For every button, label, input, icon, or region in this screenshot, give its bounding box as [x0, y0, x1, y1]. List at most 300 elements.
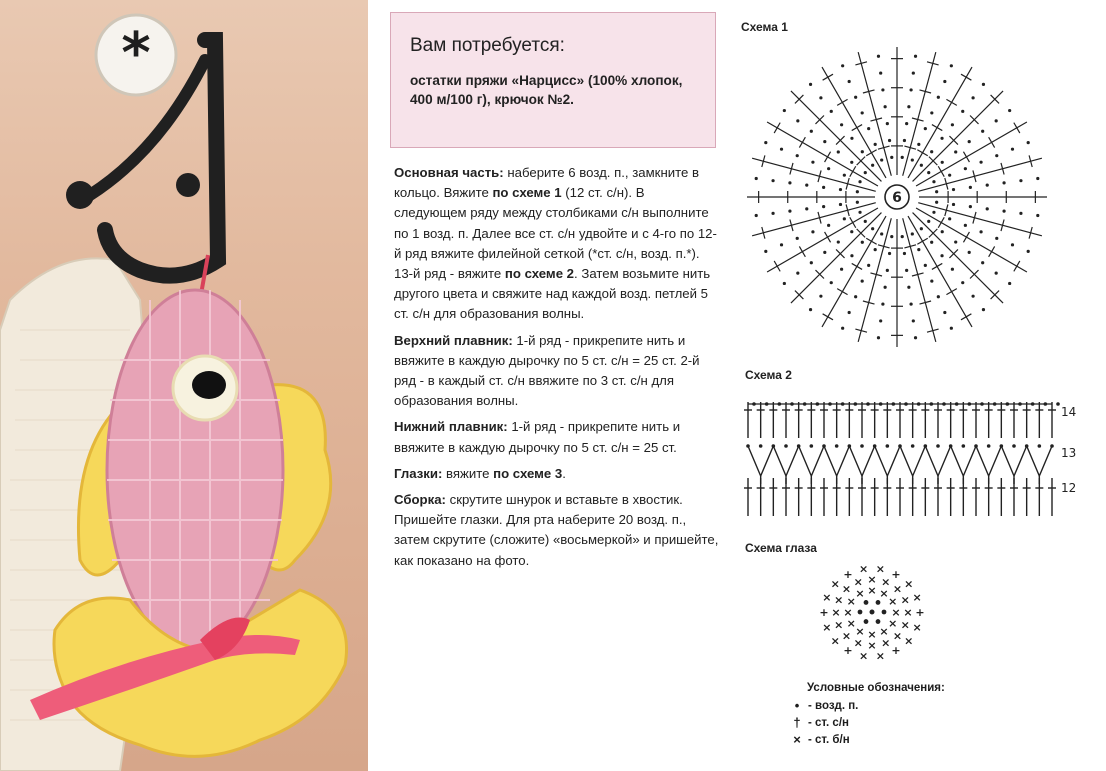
- chain-dot: [909, 302, 912, 305]
- single-crochet-mark: ×: [892, 582, 903, 596]
- stitch-crossbar: [850, 217, 856, 227]
- single-crochet-mark: ×: [867, 628, 877, 642]
- stitch-crossbar: [799, 137, 805, 147]
- chain-dot: [856, 190, 859, 193]
- stitch-stem: [791, 213, 882, 304]
- chain-dot: [822, 205, 825, 208]
- chain-dot: [1019, 179, 1022, 182]
- stitch-crossbar: [1014, 261, 1020, 271]
- chain-dot: [890, 235, 893, 238]
- chain-dot: [840, 268, 843, 271]
- chain-dot: [948, 217, 951, 220]
- chain-dot: [952, 188, 955, 191]
- legend-label: - ст. с/н: [808, 716, 849, 729]
- chain-dot: [864, 171, 867, 174]
- chain-dot: [951, 123, 954, 126]
- chain-dot: [912, 71, 915, 74]
- chain-dot: [981, 130, 984, 133]
- chain-dot: [1002, 181, 1005, 184]
- stitch-stem: [767, 208, 878, 272]
- scheme2-diagram: [744, 402, 1060, 516]
- chain-dot: [912, 319, 915, 322]
- chain-dot: [995, 237, 998, 240]
- chain-dot: [955, 402, 959, 406]
- chain-dot: [954, 150, 957, 153]
- chain-dot: [1031, 402, 1035, 406]
- single-crochet-mark: ×: [900, 618, 910, 632]
- chain-dot: [864, 619, 869, 624]
- single-crochet-mark: +: [819, 606, 829, 619]
- chain-dot: [848, 444, 852, 448]
- v-stitch: [875, 446, 900, 476]
- single-crochet-mark: ×: [822, 590, 832, 604]
- chain-dot: [962, 444, 966, 448]
- stitch-crossbar: [946, 99, 956, 105]
- single-crochet-mark: ×: [867, 572, 877, 586]
- chain-dot: [755, 214, 758, 217]
- single-crochet-mark: ×: [912, 590, 922, 604]
- single-crochet-mark: ×: [867, 639, 877, 653]
- stitch-stem: [913, 91, 1004, 182]
- chain-dot: [861, 111, 864, 114]
- single-crochet-mark: ×: [855, 586, 865, 600]
- chain-dot: [879, 402, 883, 406]
- chain-dot: [1056, 402, 1060, 406]
- chain-dot: [764, 141, 767, 144]
- v-stitch: [1001, 446, 1026, 476]
- stitch-crossbar: [837, 99, 847, 105]
- v-stitch: [824, 446, 849, 476]
- chain-dot: [1036, 214, 1039, 217]
- stitch-crossbar: [850, 166, 856, 176]
- chain-dot: [986, 184, 989, 187]
- chain-dot: [1018, 402, 1022, 406]
- chain-dot: [810, 130, 813, 133]
- chain-dot: [858, 610, 863, 615]
- chain-dot: [980, 402, 984, 406]
- v-stitch: [748, 446, 773, 476]
- chain-dot: [841, 402, 845, 406]
- chain-dot: [822, 444, 826, 448]
- chain-dot: [1044, 402, 1048, 406]
- chain-dot: [1012, 444, 1016, 448]
- single-crochet-mark: ×: [830, 577, 840, 591]
- single-crochet-mark: ×: [912, 621, 922, 635]
- chain-dot: [932, 211, 935, 214]
- stitch-crossbar: [825, 232, 831, 242]
- chain-dot: [886, 444, 890, 448]
- stitch-crossbar: [774, 123, 780, 133]
- chain-dot: [850, 161, 853, 164]
- chain-dot: [873, 444, 877, 448]
- chain-dot: [943, 80, 946, 83]
- chain-dot: [828, 402, 832, 406]
- eye-diagram: [819, 563, 924, 663]
- chain-dot: [948, 174, 951, 177]
- scheme2-title: Схема 2: [745, 368, 792, 382]
- chain-dot: [943, 311, 946, 314]
- chain-dot: [942, 402, 946, 406]
- single-crochet-mark: ×: [904, 577, 914, 591]
- chain-dot: [968, 140, 971, 143]
- stitch-stem: [822, 67, 886, 178]
- scheme-reference: по схеме 1: [492, 185, 562, 201]
- stitch-crossbar: [852, 125, 862, 131]
- single-crochet-mark: ×: [903, 606, 913, 619]
- chain-dot: [830, 110, 833, 113]
- chain-dot: [880, 158, 883, 161]
- stitch-crossbar: [1014, 123, 1020, 133]
- stitch-crossbar: [917, 150, 927, 156]
- chain-dot: [860, 444, 864, 448]
- chain-dot: [982, 308, 985, 311]
- chain-dot: [884, 286, 887, 289]
- stitch-crossbar: [866, 150, 876, 156]
- chain-dot: [964, 224, 967, 227]
- instruction-label: Верхний плавник:: [394, 332, 513, 348]
- scheme-reference: по схеме 3: [493, 465, 563, 481]
- chain-dot: [810, 444, 814, 448]
- chain-dot: [874, 248, 877, 251]
- legend-label: - ст. б/н: [808, 733, 850, 746]
- single-crochet-mark: ×: [830, 634, 840, 648]
- single-crochet-mark: ×: [841, 582, 852, 596]
- single-crochet-mark: ×: [881, 575, 891, 589]
- chain-dot: [861, 150, 864, 153]
- chain-dot: [995, 271, 998, 274]
- chain-dot: [877, 336, 880, 339]
- chain-dot: [881, 302, 884, 305]
- single-crochet-icon: ×: [793, 732, 801, 747]
- chain-dot: [823, 140, 826, 143]
- chain-dot: [784, 444, 788, 448]
- stitch-crossbar: [938, 166, 944, 176]
- single-crochet-mark: ×: [831, 606, 841, 619]
- chain-dot: [930, 150, 933, 153]
- chain-dot: [905, 269, 908, 272]
- chain-dot: [927, 220, 930, 223]
- chain-dot: [1050, 444, 1054, 448]
- chain-dot: [952, 203, 955, 206]
- chain-dot: [995, 119, 998, 122]
- chain-dot: [911, 232, 914, 235]
- single-crochet-mark: ×: [822, 621, 832, 635]
- chain-dot: [982, 83, 985, 86]
- v-stitch: [925, 446, 950, 476]
- stitch-crossbar: [938, 217, 944, 227]
- single-crochet-mark: +: [843, 644, 853, 658]
- single-crochet-mark: ×: [855, 625, 865, 639]
- chain-dot: [778, 402, 782, 406]
- chain-dot: [876, 600, 881, 605]
- stitch-crossbar: [932, 263, 942, 269]
- chain-dot: [971, 295, 974, 298]
- chain-dot: [888, 252, 891, 255]
- chain-dot: [879, 71, 882, 74]
- chain-dot: [884, 105, 887, 108]
- stitch-crossbar: [799, 246, 805, 256]
- scheme1-title: Схема 1: [741, 20, 788, 34]
- chain-dot: [871, 164, 874, 167]
- chain-dot: [951, 268, 954, 271]
- single-crochet-mark: ×: [888, 617, 898, 631]
- chain-dot: [979, 230, 982, 233]
- chain-dot: [835, 444, 839, 448]
- chain-dot: [848, 311, 851, 314]
- chain-dot: [924, 264, 927, 267]
- stitch-crossbar: [961, 74, 971, 80]
- instruction-label: Сборка:: [394, 492, 446, 508]
- stitch-stem: [908, 216, 972, 327]
- single-crochet-mark: ×: [881, 636, 891, 650]
- chain-dot: [930, 111, 933, 114]
- chain-dot: [837, 150, 840, 153]
- single-crochet-mark: ×: [875, 562, 885, 576]
- chain-dot: [979, 161, 982, 164]
- materials-text: остатки пряжи «Нарцисс» (100% хлопок, 400 м/100 г), крючок №2.: [410, 73, 683, 107]
- chain-dot: [969, 186, 972, 189]
- chain-dot: [790, 402, 794, 406]
- chain-dot: [898, 444, 902, 448]
- chain-dot: [780, 148, 783, 151]
- chain-dot: [1002, 209, 1005, 212]
- chain-dot: [995, 154, 998, 157]
- chain-dot: [920, 164, 923, 167]
- single-crochet-mark: ×: [867, 583, 877, 597]
- chain-dot: [771, 179, 774, 182]
- chain-dot: [1000, 444, 1004, 448]
- chain-dot: [809, 83, 812, 86]
- single-crochet-mark: +: [891, 644, 901, 658]
- chain-dot: [843, 174, 846, 177]
- chain-dot: [981, 261, 984, 264]
- single-crochet-mark: +: [891, 567, 901, 581]
- chain-dot: [816, 402, 820, 406]
- v-stitch: [773, 446, 798, 476]
- scheme-reference: по схеме 2: [504, 266, 575, 282]
- single-crochet-mark: ×: [875, 649, 885, 663]
- stitch-crossbar: [989, 137, 995, 147]
- chain-dot: [809, 308, 812, 311]
- single-crochet-mark: ×: [879, 586, 889, 600]
- chain-dot: [974, 444, 978, 448]
- chain-dot: [886, 269, 889, 272]
- chain-dot: [783, 282, 786, 285]
- chain-dot: [903, 139, 906, 142]
- chain-dot: [949, 444, 953, 448]
- chain-dot: [987, 444, 991, 448]
- chain-dot: [971, 96, 974, 99]
- v-stitch: [900, 446, 925, 476]
- chain-dot: [968, 402, 972, 406]
- chain-dot: [950, 64, 953, 67]
- stitch-stem: [916, 122, 1027, 186]
- instruction-text: скрутите шнурок и вставьте в хвостик. Пришейте глазки. Для рта наберите 20 возд. п., затем скрутите (сложите) «восьмеркой» и пришейте, как показано на фото.: [394, 492, 719, 568]
- chain-dot: [927, 171, 930, 174]
- stitch-crossbar: [917, 238, 927, 244]
- chain-dot: [850, 230, 853, 233]
- chain-dot: [920, 227, 923, 230]
- row-label-13: 13: [1061, 446, 1077, 460]
- single-crochet-mark: ×: [859, 649, 869, 663]
- chain-dot: [1027, 141, 1030, 144]
- stitch-crossbar: [823, 74, 833, 80]
- scheme1-center-label: 6: [892, 190, 902, 206]
- chain-dot: [796, 237, 799, 240]
- chain-dot: [854, 295, 857, 298]
- chain-dot: [772, 444, 776, 448]
- single-crochet-mark: ×: [834, 593, 844, 607]
- chain-dot: [867, 127, 870, 130]
- chain-dot: [819, 295, 822, 298]
- chain-dot: [866, 402, 870, 406]
- single-crochet-mark: ×: [841, 629, 852, 643]
- chain-dot: [941, 161, 944, 164]
- chain-dot: [911, 444, 915, 448]
- stitch-crossbar: [774, 261, 780, 271]
- chain-dot: [805, 184, 808, 187]
- single-crochet-mark: ×: [888, 594, 898, 608]
- chain-dot: [986, 207, 989, 210]
- chain-dot: [764, 250, 767, 253]
- stitch-stem: [913, 213, 1004, 304]
- chain-dot: [930, 279, 933, 282]
- stitch-crossbar: [932, 125, 942, 131]
- chain-dot: [1011, 243, 1014, 246]
- chain-dot: [961, 110, 964, 113]
- chain-dot: [810, 261, 813, 264]
- chain-dot: [827, 167, 830, 170]
- chain-dot: [924, 444, 928, 448]
- stitch-crossbar: [837, 289, 847, 295]
- single-crochet-mark: ×: [900, 593, 910, 607]
- chain-dot: [796, 271, 799, 274]
- single-crochet-mark: +: [843, 567, 853, 581]
- chain-dot: [867, 264, 870, 267]
- instruction-text: наберите 6 возд. п., замкните в кольцо. Вяжите: [394, 165, 699, 201]
- instruction-text: 1-й ряд - прикрепите нить и ввяжите в каждую дырочку по 5 ст. с/н = 25 ст. 2-й ряд - в каждый ст. с/н ввяжите по 3 ст. с/н для образования волны.: [394, 332, 700, 409]
- eye-scheme-title: Схема глаза: [745, 541, 817, 555]
- chain-dot: [843, 217, 846, 220]
- chain-dot: [759, 444, 763, 448]
- instruction-text: . Затем возьмите нить другого цвета и свяжите над каждой возд. петлей 5 ст. с/н для образования волны.: [394, 266, 711, 322]
- chain-dot: [909, 88, 912, 91]
- chain-dot: [877, 55, 880, 58]
- chain-dot: [917, 248, 920, 251]
- chain-dot: [850, 254, 853, 257]
- stitch-crossbar: [946, 289, 956, 295]
- chain-dot: [841, 327, 844, 330]
- chain-dot: [1019, 212, 1022, 215]
- chain-dot: [841, 64, 844, 67]
- stitch-crossbar: [825, 152, 831, 162]
- chain-dot: [771, 212, 774, 215]
- chain-dot: [876, 619, 881, 624]
- single-crochet-mark: ×: [891, 606, 901, 619]
- chain-dot: [903, 252, 906, 255]
- chain-dot: [936, 444, 940, 448]
- stitch-crossbar: [989, 246, 995, 256]
- instruction-text: 1-й ряд - прикрепите нить и ввяжите в каждую дырочку по 5 ст. с/н = 25 ст.: [394, 419, 681, 455]
- chain-dot: [780, 243, 783, 246]
- chain-dot: [839, 188, 842, 191]
- chain-dot: [886, 122, 889, 125]
- chain-dot: [837, 240, 840, 243]
- chain-dot: [880, 232, 883, 235]
- legend-item-double-crochet: [790, 714, 1010, 731]
- chain-dot: [961, 281, 964, 284]
- legend: [790, 682, 1010, 748]
- stitch-stem: [822, 216, 886, 327]
- chain-dot: [917, 143, 920, 146]
- stitch-stem: [908, 67, 972, 178]
- single-crochet-mark: ×: [834, 618, 844, 632]
- chain-dot: [1006, 402, 1010, 406]
- chain-dot: [892, 402, 896, 406]
- instruction-text: .: [562, 465, 566, 481]
- chain-dot: [1008, 282, 1011, 285]
- single-crochet-mark: ×: [846, 594, 856, 608]
- chain-dot: [954, 240, 957, 243]
- single-crochet-mark: +: [915, 606, 925, 619]
- legend-title: Условные обозначения:: [807, 682, 945, 694]
- chain-dot: [874, 143, 877, 146]
- instruction-label: Глазки:: [394, 465, 443, 481]
- stitch-crossbar: [963, 152, 969, 162]
- legend-item-single-crochet: [790, 731, 1010, 748]
- chain-dot: [882, 610, 887, 615]
- chain-dot: [765, 402, 769, 406]
- chain-dot: [746, 444, 750, 448]
- chain-dot: [940, 254, 943, 257]
- chain-dot: [935, 201, 938, 204]
- chain-dot: [1027, 250, 1030, 253]
- chain-dot: [854, 402, 858, 406]
- stitch-crossbar: [823, 314, 833, 320]
- single-crochet-mark: ×: [859, 562, 869, 576]
- chain-dot: [993, 402, 997, 406]
- stitch-crossbar: [852, 263, 862, 269]
- instruction-text: вяжите: [442, 465, 494, 481]
- single-crochet-mark: ×: [853, 636, 863, 650]
- chain-dot: [937, 295, 940, 298]
- chain-dot: [819, 96, 822, 99]
- instruction-label: Нижний плавник:: [394, 419, 508, 435]
- single-crochet-mark: ×: [904, 634, 914, 648]
- chain-dot: [752, 402, 756, 406]
- row-label-12: 12: [1061, 481, 1077, 495]
- chain-dot: [935, 190, 938, 193]
- legend-label: - возд. п.: [808, 699, 859, 712]
- chain-dot: [907, 286, 910, 289]
- chain-dot: [914, 55, 917, 58]
- chain-dot: [904, 402, 908, 406]
- chain-dot: [911, 158, 914, 161]
- chain-dot: [788, 181, 791, 184]
- single-crochet-mark: ×: [892, 629, 903, 643]
- chain-dot: [848, 80, 851, 83]
- chain-dot: [840, 123, 843, 126]
- chain-dot: [964, 167, 967, 170]
- chain-dot: [937, 96, 940, 99]
- chain-dot: [827, 224, 830, 227]
- stitch-stem: [916, 208, 1027, 272]
- chain-dot: [822, 186, 825, 189]
- chain-dot: [858, 211, 861, 214]
- chain-dot: [755, 177, 758, 180]
- svg-text:*: *: [121, 21, 151, 86]
- chain-dot: [1008, 109, 1011, 112]
